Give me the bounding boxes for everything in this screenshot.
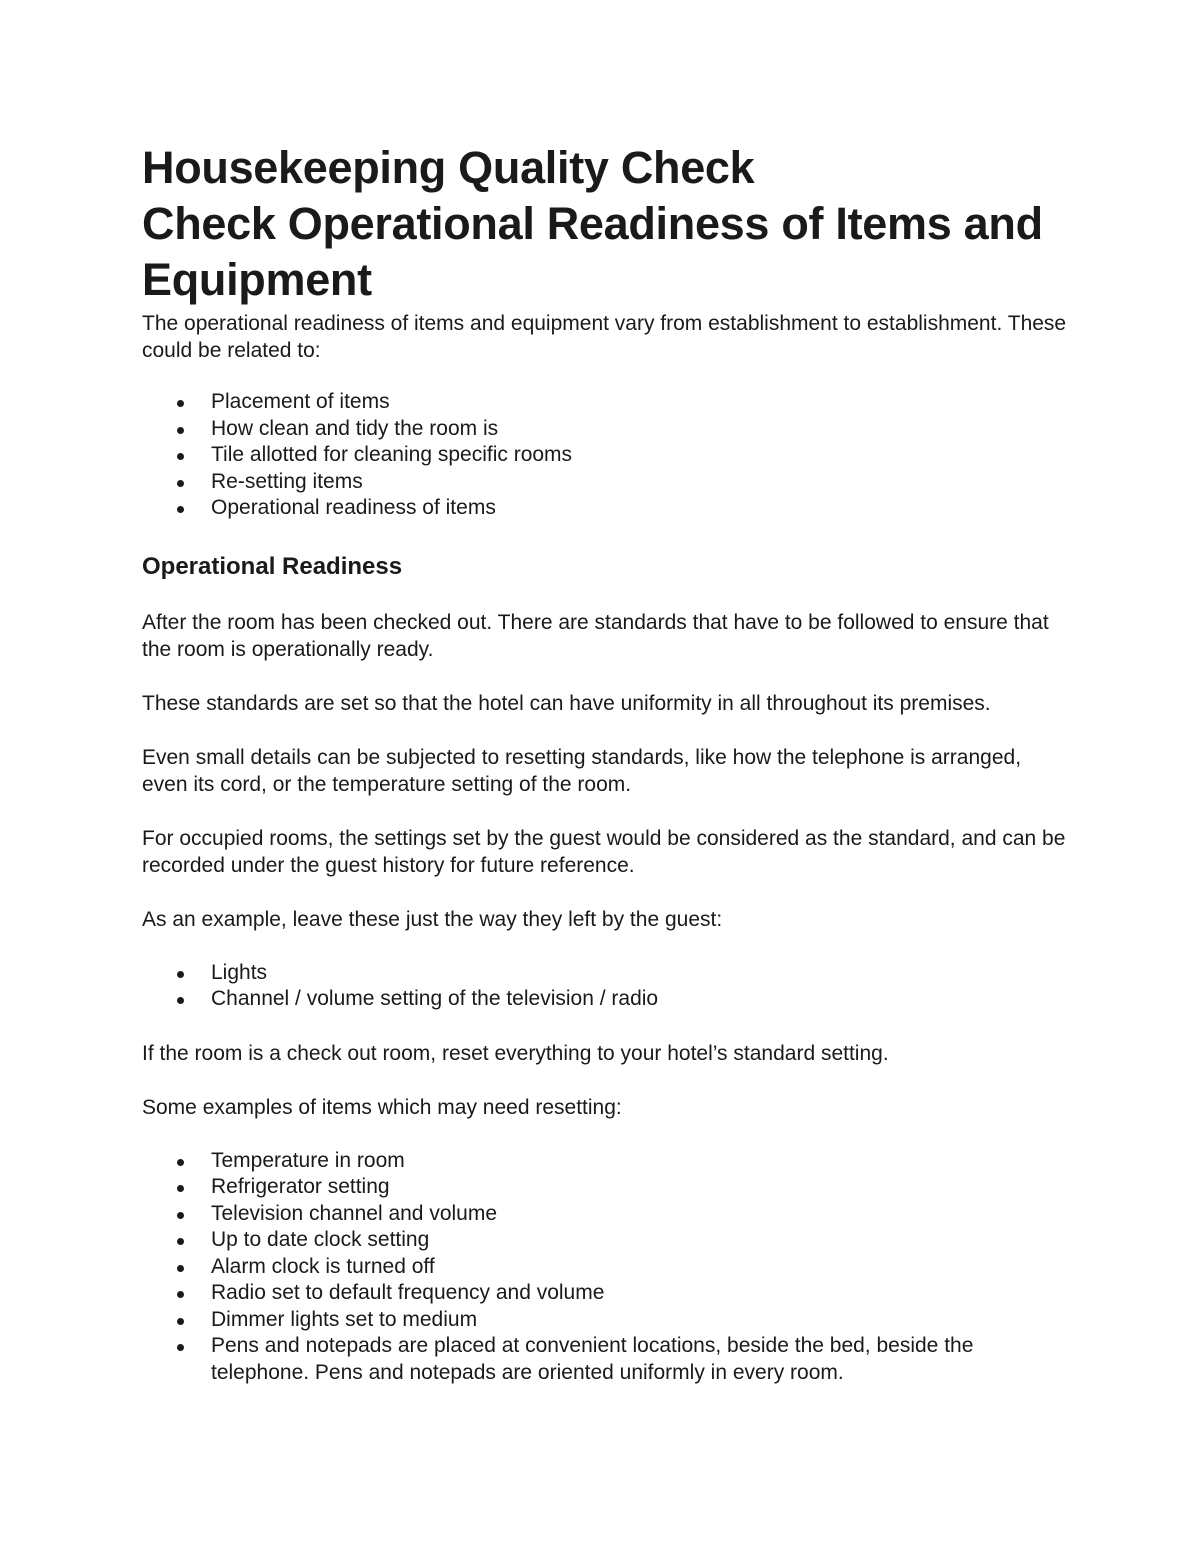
section-heading: Operational Readiness xyxy=(142,552,403,580)
list-item: Television channel and volume xyxy=(142,1201,1072,1228)
paragraph: These standards are set so that the hotel can have uniformity in all throughout its premises. xyxy=(142,691,991,715)
bullet-icon xyxy=(177,480,184,487)
list-item: Placement of items xyxy=(142,389,1072,416)
list-item: Lights xyxy=(142,960,1072,987)
paragraph: If the room is a check out room, reset everything to your hotel’s standard setting. xyxy=(142,1041,889,1065)
paragraph: For occupied rooms, the settings set by the guest would be considered as the standard, and can be recorded under the guest history for future reference. xyxy=(142,826,1066,877)
title-line-2: Check Operational Readiness of Items and Equipment xyxy=(142,198,1043,305)
bullet-icon xyxy=(177,1238,184,1245)
document-title xyxy=(142,140,1072,308)
bullet-icon xyxy=(177,1265,184,1272)
document-page xyxy=(142,140,1072,1386)
list-item: Pens and notepads are placed at convenient locations, beside the bed, beside the telephone. Pens and notepads are oriented uniformly in every room. xyxy=(142,1333,1072,1386)
list-item: How clean and tidy the room is xyxy=(142,416,1072,443)
intro-list xyxy=(142,389,1072,522)
list-item: Temperature in room xyxy=(142,1148,1072,1175)
bullet-icon xyxy=(177,506,184,513)
bullet-icon xyxy=(177,1344,184,1351)
list-item: Refrigerator setting xyxy=(142,1174,1072,1201)
bullet-icon xyxy=(177,1318,184,1325)
reset-items-list xyxy=(142,1148,1072,1387)
bullet-icon xyxy=(177,427,184,434)
list-item: Dimmer lights set to medium xyxy=(142,1307,1072,1334)
intro-paragraph: The operational readiness of items and equipment vary from establishment to establishment. These could be related to: xyxy=(142,312,1067,362)
list-item: Re-setting items xyxy=(142,469,1072,496)
bullet-icon xyxy=(177,1159,184,1166)
bullet-icon xyxy=(177,1212,184,1219)
bullet-icon xyxy=(177,400,184,407)
bullet-icon xyxy=(177,1291,184,1298)
bullet-icon xyxy=(177,453,184,460)
paragraph: Even small details can be subjected to resetting standards, like how the telephone is arranged, even its cord, or the temperature setting of the room. xyxy=(142,745,1022,796)
paragraph: As an example, leave these just the way they left by the guest: xyxy=(142,907,723,931)
list-item: Radio set to default frequency and volume xyxy=(142,1280,1072,1307)
list-item: Alarm clock is turned off xyxy=(142,1254,1072,1281)
bullet-icon xyxy=(177,1185,184,1192)
paragraph: Some examples of items which may need resetting: xyxy=(142,1095,622,1119)
bullet-icon xyxy=(177,971,184,978)
list-item: Operational readiness of items xyxy=(142,495,1072,522)
list-item: Tile allotted for cleaning specific rooms xyxy=(142,442,1072,469)
list-item: Up to date clock setting xyxy=(142,1227,1072,1254)
paragraph: After the room has been checked out. There are standards that have to be followed to ensure that the room is operationally ready. xyxy=(142,610,1049,661)
list-item: Channel / volume setting of the television / radio xyxy=(142,986,1072,1013)
bullet-icon xyxy=(177,997,184,1004)
title-line-1: Housekeeping Quality Check xyxy=(142,142,755,193)
guest-settings-list xyxy=(142,960,1072,1013)
